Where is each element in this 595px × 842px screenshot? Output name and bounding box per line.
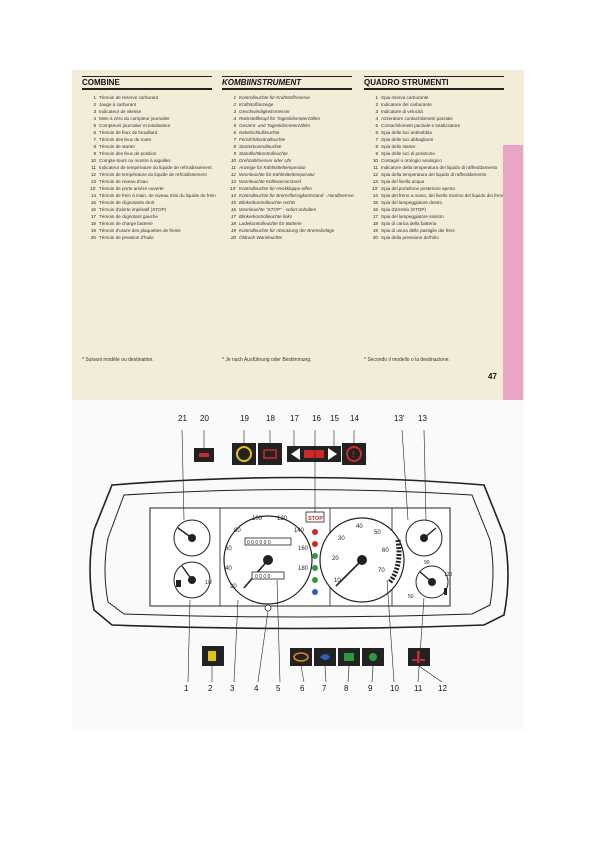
high-beam-icon (314, 648, 336, 666)
legend-item-text: Spia dello starter (381, 144, 416, 149)
legend-item (82, 192, 216, 199)
legend-item (222, 108, 354, 115)
legend-item-number: 20 (372, 235, 378, 240)
legend-item-number: 14 (372, 193, 378, 198)
callout-number: 12 (438, 684, 447, 693)
legend-item (82, 94, 216, 101)
legend-item (222, 122, 354, 129)
legend-item-number: 7 (93, 137, 96, 142)
legend-item-text: Témoin de frein à main, de niveau mini du liquide de frein (99, 193, 216, 198)
callout-number: 6 (300, 684, 305, 693)
legend-item (364, 234, 503, 241)
legend-item (364, 115, 503, 122)
water-level-gauge (406, 520, 442, 556)
temp-label: 50 (408, 594, 414, 600)
legend-item-number: 11 (91, 165, 96, 170)
cluster-svg (72, 400, 524, 730)
legend-item-text: Spia di carica della batteria (381, 221, 437, 226)
legend-item-number: 5 (233, 123, 236, 128)
legend-item (364, 143, 503, 150)
legend-item-number: 7 (375, 137, 378, 142)
legend-item-text: Mise à zéro du compteur journalier (99, 116, 170, 121)
legend-item (364, 136, 503, 143)
legend-item-number: 15 (230, 200, 236, 205)
legend-item (82, 206, 216, 213)
legend-item-text: Fernlichtkontrolleuchte (239, 137, 286, 142)
legend-item-number: 19 (372, 228, 378, 233)
legend-item-text: Témoin de clignotants droit (99, 200, 155, 205)
tacho-label: 70 (378, 568, 385, 574)
callout-number: 13 (418, 414, 427, 423)
legend-item-number: 17 (372, 214, 378, 219)
legend-item-text: Spia del livello acqua (381, 179, 425, 184)
odometer-readout: 0 0 0 0 0 0 (247, 540, 271, 546)
legend-item-text: Spia d'arresto (STOP) (381, 207, 426, 212)
legend-item-number: 8 (93, 144, 96, 149)
callout-number: 4 (254, 684, 259, 693)
callout-number: 21 (178, 414, 187, 423)
legend-item-text: Contachilometri parziale e totalizzatore (381, 123, 461, 128)
legend-item-number: 16 (90, 207, 96, 212)
legend-item (222, 178, 354, 185)
legend-item-text: Spia del lampeggiatore sinistro (381, 214, 444, 219)
callout-number: 5 (276, 684, 281, 693)
legend-item (82, 178, 216, 185)
section-tab (503, 145, 523, 400)
legend-item (222, 227, 354, 234)
rear-fog-light-icon (290, 648, 312, 666)
legend-item (364, 129, 503, 136)
legend-item-number: 13' (230, 186, 236, 191)
legend-item-text: Kraftstoffanzeige (239, 102, 274, 107)
legend-item-number: 10 (230, 158, 236, 163)
callout-number: 13' (394, 414, 405, 423)
legend-item-text: Spia del portellone posteriore aperto (381, 186, 456, 191)
legend-item-number: 7 (233, 137, 236, 142)
tacho-label: 60 (382, 548, 389, 554)
legend-item-text: Kontrolleuchte für Kraftstoffreserve (239, 95, 310, 100)
legend-item-number: 4 (93, 116, 96, 121)
instrument-cluster-diagram (72, 400, 524, 730)
legend-item-text: Spia delle luci abbaglianti (381, 137, 433, 142)
brake-warning-icon (342, 443, 366, 465)
legend-item (82, 122, 216, 129)
legend-item-text: Ladekontrolleuchte für Batterie (239, 221, 302, 226)
legend-item-text: Spia di usura delle pastiglie dei freni (381, 228, 455, 233)
legend-item (364, 220, 503, 227)
legend-item-number: 13 (372, 179, 378, 184)
legend-item-number: 4 (233, 116, 236, 121)
legend-item (222, 101, 354, 108)
legend-item (364, 185, 503, 192)
legend-item (82, 220, 216, 227)
speedo-label: 100 (252, 516, 263, 522)
legend-item-text: Warnleuchte für Kühlmitteltemperatur (239, 172, 316, 177)
legend-item (222, 234, 354, 241)
trip-readout: 0 0 0 0 (255, 574, 271, 580)
callout-number: 14 (350, 414, 359, 423)
legend-item-number: 16 (230, 207, 236, 212)
legend-item-text: Témoin d'usure des plaquettes de freins (99, 228, 181, 233)
choke-icon (338, 648, 360, 666)
legend-page (72, 70, 524, 400)
legend-item-number: 11 (231, 165, 236, 170)
legend-item-number: 18 (230, 221, 236, 226)
coolant-temp-gauge (416, 566, 448, 598)
legend-item (222, 94, 354, 101)
legend-item (222, 164, 354, 171)
tacho-label: 40 (356, 524, 363, 530)
fuel-reserve-icon (202, 646, 224, 666)
legend-item-text: Warnleuchte Kühlwasserstand (239, 179, 301, 184)
legend-item (364, 178, 503, 185)
legend-item-text: Geschwindigkeitsmesser (239, 109, 290, 114)
legend-item-number: 2 (375, 102, 378, 107)
legend-item-text: Indicateur de température du liquide de refroidissement (99, 165, 212, 170)
legend-item-number: 13' (90, 186, 96, 191)
footnote: * Suivant modèle ou destination. (82, 357, 154, 363)
legend-item-number: 6 (233, 130, 236, 135)
legend-item (82, 157, 216, 164)
legend-item-text: Contagiri o orologio analogico (381, 158, 442, 163)
callout-number: 16 (312, 414, 321, 423)
legend-item (364, 206, 503, 213)
legend-item-text: Kontrolleuchte für Abnutzung der Bremsbeläge (239, 228, 335, 233)
legend-item (222, 213, 354, 220)
side-lights-icon (362, 648, 384, 666)
legend-item (222, 115, 354, 122)
legend-item-text: Standlichtkontrolleuchte (239, 151, 288, 156)
speedo-label: 180 (298, 566, 309, 572)
legend-item-text: Témoin de porte arrière ouverte (99, 186, 164, 191)
callout-number: 15 (330, 414, 339, 423)
footnote: * Je nach Ausführung oder Bestimmung. (222, 357, 312, 363)
indicator-arrows-icon (287, 446, 341, 462)
callout-number: 2 (208, 684, 213, 693)
legend-item-text: Indicatore del carburante (381, 102, 432, 107)
legend-item-number: 20 (230, 235, 236, 240)
callout-number: 8 (344, 684, 349, 693)
legend-item (82, 115, 216, 122)
tacho-label: 50 (374, 530, 381, 536)
legend-item-number: 14 (230, 193, 236, 198)
legend-item-text: Kontrolleuchte für Bremsflüssigkeitsstand - Handbremse (239, 193, 354, 198)
legend-item-number: 13 (90, 179, 96, 184)
legend-item-text: Indicatore di velocità (381, 109, 423, 114)
callout-number: 20 (200, 414, 209, 423)
coolant-temp-warning-icon (408, 648, 430, 666)
legend-item (222, 171, 354, 178)
legend-item-text: Blinkerkontrolleuchte rechts (239, 200, 296, 205)
callout-number: 17 (290, 414, 299, 423)
legend-item (364, 192, 503, 199)
page-number: 47 (488, 372, 497, 381)
legend-item-number: 15 (372, 200, 378, 205)
brake-pad-wear-icon (232, 443, 256, 465)
legend-item-text: Spia delle luci di posizione (381, 151, 435, 156)
legend-list (222, 94, 354, 241)
legend-item-text: Nebelschlußleuchte (239, 130, 280, 135)
legend-item (364, 150, 503, 157)
legend-item-number: 6 (93, 130, 96, 135)
speedo-label: 80 (234, 528, 241, 534)
legend-item (222, 220, 354, 227)
legend-item (222, 157, 354, 164)
legend-item-number: 13 (230, 179, 236, 184)
speedo-label: 120 (277, 516, 288, 522)
legend-item-text: Témoin de pression d'huile (99, 235, 154, 240)
speedo-label: 140 (294, 528, 305, 534)
legend-item (82, 213, 216, 220)
legend-item-number: 9 (233, 151, 236, 156)
tacho-label: 30 (338, 536, 345, 542)
legend-item (364, 199, 503, 206)
legend-item-text: Öldruck-Warnleuchte (239, 235, 283, 240)
temp-label: 130 (444, 572, 453, 578)
legend-item (222, 199, 354, 206)
legend-item-number: 12 (90, 172, 96, 177)
legend-item-text: Gesamt- und Tageskilometerzähler (239, 123, 311, 128)
legend-item-text: Blinkerkontrolleuchte links (239, 214, 293, 219)
legend-item (82, 108, 216, 115)
legend-item (222, 129, 354, 136)
legend-item (222, 192, 354, 199)
legend-item (222, 150, 354, 157)
legend-item-text: Drehzahlmesser oder Uhr (239, 158, 292, 163)
legend-item-number: 19 (230, 228, 236, 233)
legend-item-text: Warnleuchte "STOP" - sofort anhalten (239, 207, 317, 212)
legend-item-number: 5 (93, 123, 96, 128)
trip-reset-knob (265, 605, 271, 611)
legend-item-number: 8 (233, 144, 236, 149)
legend-item (364, 94, 503, 101)
callout-number: 10 (390, 684, 399, 693)
legend-item-number: 10 (372, 158, 378, 163)
oil-gauge (174, 520, 210, 556)
legend-item-text: Kontrolleuchte für Heckklappe offen (239, 186, 312, 191)
legend-item (364, 171, 503, 178)
callout-number: 1 (184, 684, 189, 693)
legend-item-text: Témoin de niveau d'eau (99, 179, 148, 184)
legend-item-text: Spia della pressione dell'olio (381, 235, 439, 240)
svg-text:!: ! (352, 450, 355, 459)
legend-item-number: 11 (373, 165, 378, 170)
legend-item-number: 4 (375, 116, 378, 121)
legend-item (82, 129, 216, 136)
legend-item (82, 164, 216, 171)
legend-item (222, 136, 354, 143)
legend-item-number: 6 (375, 130, 378, 135)
callout-number: 7 (322, 684, 327, 693)
legend-item-number: 1 (93, 95, 96, 100)
stop-lamp: STOP (308, 516, 323, 522)
legend-item-number: 20 (90, 235, 96, 240)
legend-item (222, 185, 354, 192)
legend-item-text: Indicatore della temperatura del liquido di raffreddamento (381, 165, 498, 170)
legend-item (82, 136, 216, 143)
legend-item-number: 19 (90, 228, 96, 233)
legend-item-text: Anzeige für Kühlmitteltemperatur (239, 165, 306, 170)
legend-item-text: Indicateur de vitesse (99, 109, 142, 114)
legend-item-text: Spia delle luci antinebbia (381, 130, 432, 135)
legend-item-text: Témoin de feux de brouillard (99, 130, 158, 135)
fuel-label-half: 1/2 (205, 580, 212, 586)
legend-item-number: 9 (375, 151, 378, 156)
legend-item (364, 164, 503, 171)
legend-item-number: 18 (90, 221, 96, 226)
legend-item-number: 10 (90, 158, 96, 163)
legend-item (222, 206, 354, 213)
legend-item-number: 3 (93, 109, 96, 114)
legend-item-text: Jauge à carburant (99, 102, 137, 107)
legend-item-text: Témoin de réserve carburant (99, 95, 158, 100)
legend-list (82, 94, 216, 241)
legend-item (364, 157, 503, 164)
footnote: * Secondo il modello o la destinazione. (364, 357, 450, 363)
legend-item (364, 213, 503, 220)
column-header: QUADRO STRUMENTI (364, 76, 504, 90)
legend-item-number: 12 (372, 172, 378, 177)
legend-item-text: Témoin de charge batterie (99, 221, 153, 226)
legend-item-text: Spia riserva carburante (381, 95, 429, 100)
legend-item (222, 143, 354, 150)
legend-item-number: 8 (375, 144, 378, 149)
legend-item-number: 2 (233, 102, 236, 107)
legend-item-number: 2 (93, 102, 96, 107)
legend-item (82, 101, 216, 108)
legend-item (364, 227, 503, 234)
legend-item-text: Témoin de starter (99, 144, 135, 149)
legend-item-number: 9 (93, 151, 96, 156)
legend-item-text: Compteurs journalier et totalisateur (99, 123, 171, 128)
legend-item-number: 17 (230, 214, 236, 219)
legend-item-number: 17 (90, 214, 96, 219)
speedo-label: 160 (298, 546, 309, 552)
legend-item (364, 108, 503, 115)
speedo-label: 20 (230, 584, 237, 590)
legend-item-text: Starterkontrolleuchte (239, 144, 282, 149)
legend-item-number: 16 (372, 207, 378, 212)
legend-item (82, 227, 216, 234)
legend-item (82, 234, 216, 241)
legend-item-text: Témoin d'alerte impératif (STOP) (99, 207, 167, 212)
column-header: KOMBIINSTRUMENT (222, 76, 352, 90)
callout-number: 18 (266, 414, 275, 423)
callout-number: 3 (230, 684, 235, 693)
legend-item-text: Compte-tours ou montre à aiguilles (99, 158, 171, 163)
legend-item-number: 5 (375, 123, 378, 128)
tacho-label: 10 (334, 578, 341, 584)
legend-item-number: 1 (375, 95, 378, 100)
legend-item-number: 1 (233, 95, 236, 100)
legend-item (82, 199, 216, 206)
legend-item-text: Azzeratore contachilometri parziale (381, 116, 453, 121)
legend-item-text: Témoin des feux de route (99, 137, 152, 142)
legend-item (82, 143, 216, 150)
legend-item-number: 13' (372, 186, 378, 191)
temp-label: 90 (424, 560, 430, 566)
callout-number: 9 (368, 684, 373, 693)
legend-item-number: 3 (375, 109, 378, 114)
legend-item-text: Témoin de température du liquide de refroidissement (99, 172, 207, 177)
battery-charge-icon (258, 443, 282, 465)
legend-item (82, 150, 216, 157)
legend-item-text: Spia della temperatura del liquido di raffreddamento (381, 172, 487, 177)
legend-item (82, 185, 216, 192)
legend-list (364, 94, 503, 241)
legend-item (364, 122, 503, 129)
legend-item-number: 14 (90, 193, 96, 198)
speedo-label: 60 (225, 546, 232, 552)
legend-item-text: Rückstellknopf für Tageskilometerzähler (239, 116, 321, 121)
legend-item-text: Témoin des feux de position (99, 151, 157, 156)
legend-item-text: Témoin de clignotant gauche (99, 214, 158, 219)
legend-item-number: 15 (90, 200, 96, 205)
legend-item-text: Spia del freno a mano, del livello minimo del liquido dei freni (381, 193, 504, 198)
legend-item-number: 18 (372, 221, 378, 226)
callout-number: 11 (414, 684, 423, 693)
callout-number: 19 (240, 414, 249, 423)
legend-item (364, 101, 503, 108)
oil-pressure-warning-icon (194, 448, 214, 462)
legend-item-text: Spia del lampeggiatore destro (381, 200, 443, 205)
legend-item-number: 3 (233, 109, 236, 114)
speedo-label: 40 (225, 566, 232, 572)
legend-item-number: 12 (230, 172, 236, 177)
legend-item (82, 171, 216, 178)
tacho-label: 20 (332, 556, 339, 562)
column-header: COMBINE (82, 76, 212, 90)
